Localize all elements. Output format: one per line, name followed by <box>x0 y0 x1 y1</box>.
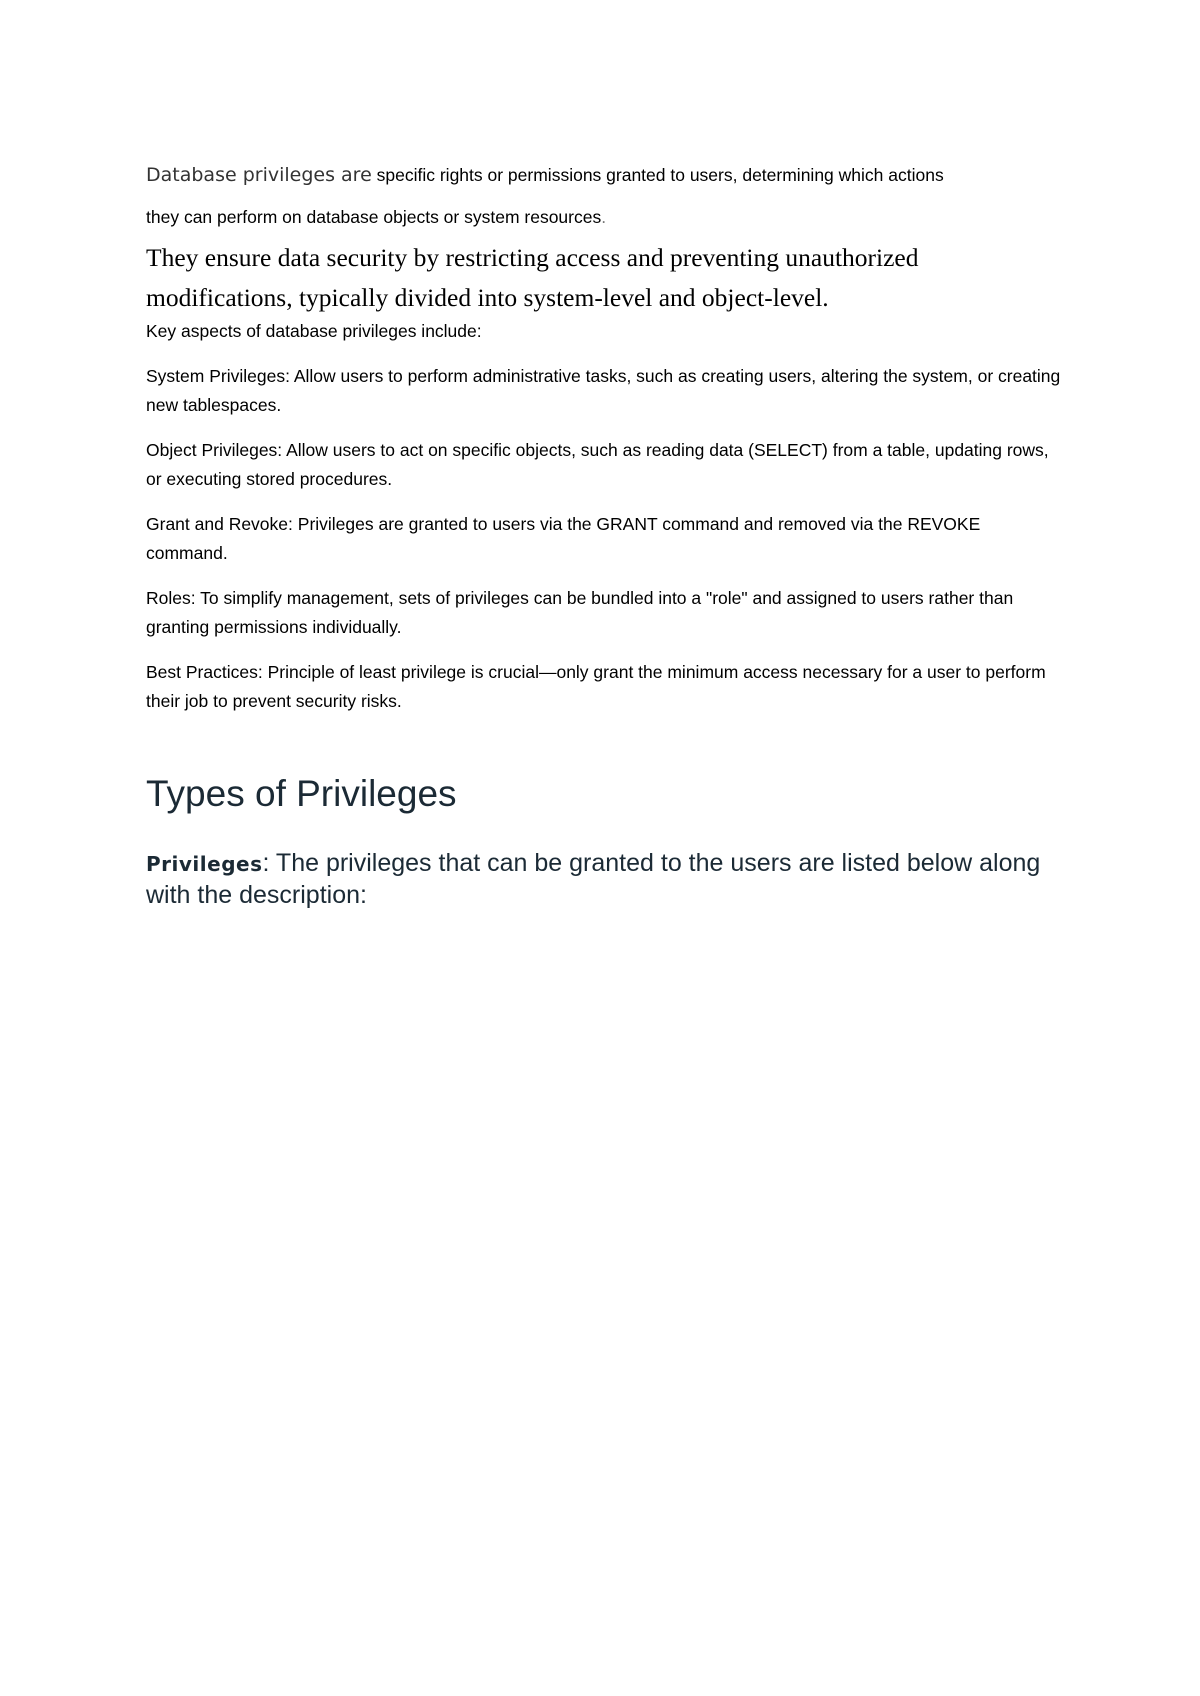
aspect-term: Object Privileges: <box>146 440 283 460</box>
aspect-system-privileges <box>146 362 1066 420</box>
aspect-roles <box>146 584 1066 642</box>
aspect-text: Allow users to act on specific objects, such as reading data (SELECT) from a table, updating rows, or executing stored procedures. <box>146 440 1049 489</box>
aspect-text: Allow users to perform administrative tasks, such as creating users, altering the system, or creating new tablespaces. <box>146 366 1061 415</box>
privileges-note-text: : The privileges that can be granted to the users are listed below along with the description: <box>146 849 1041 909</box>
aspect-text: Principle of least privilege is crucial—only grant the minimum access necessary for a user to perform their job to prevent security risks. <box>146 662 1046 711</box>
aspect-term: Grant and Revoke: <box>146 514 293 534</box>
key-aspects-intro: Key aspects of database privileges include: <box>146 321 482 341</box>
intro-line-2 <box>146 196 1066 238</box>
intro-line-1-rest: specific rights or permissions granted to users, determining which actions <box>376 165 944 185</box>
aspects-list <box>146 362 1066 716</box>
intro-line-2-text: they can perform on database objects or system resources <box>146 207 602 227</box>
aspect-term: Best Practices: <box>146 662 263 682</box>
intro-lead-phrase: Database privileges are <box>146 164 372 186</box>
privileges-note-term: Privileges <box>146 852 263 876</box>
intro-line-1 <box>146 154 1066 196</box>
summary-paragraph: They ensure data security by restricting access and preventing unauthorized modifications, typically divided into system-level and object-level. <box>146 243 919 312</box>
document-page <box>146 154 1066 911</box>
aspect-text: To simplify management, sets of privileges can be bundled into a "role" and assigned to users rather than granting permissions individually. <box>146 588 1014 637</box>
aspect-text: Privileges are granted to users via the GRANT command and removed via the REVOKE command. <box>146 514 981 563</box>
aspect-best-practices <box>146 658 1066 716</box>
privileges-note <box>146 848 1066 911</box>
aspect-term: System Privileges: <box>146 366 290 386</box>
aspect-object-privileges <box>146 436 1066 494</box>
aspect-term: Roles: <box>146 588 196 608</box>
types-of-privileges-heading: Types of Privileges <box>146 773 457 814</box>
intro-line-2-trail: . <box>601 207 607 227</box>
aspect-grant-and-revoke <box>146 510 1066 568</box>
